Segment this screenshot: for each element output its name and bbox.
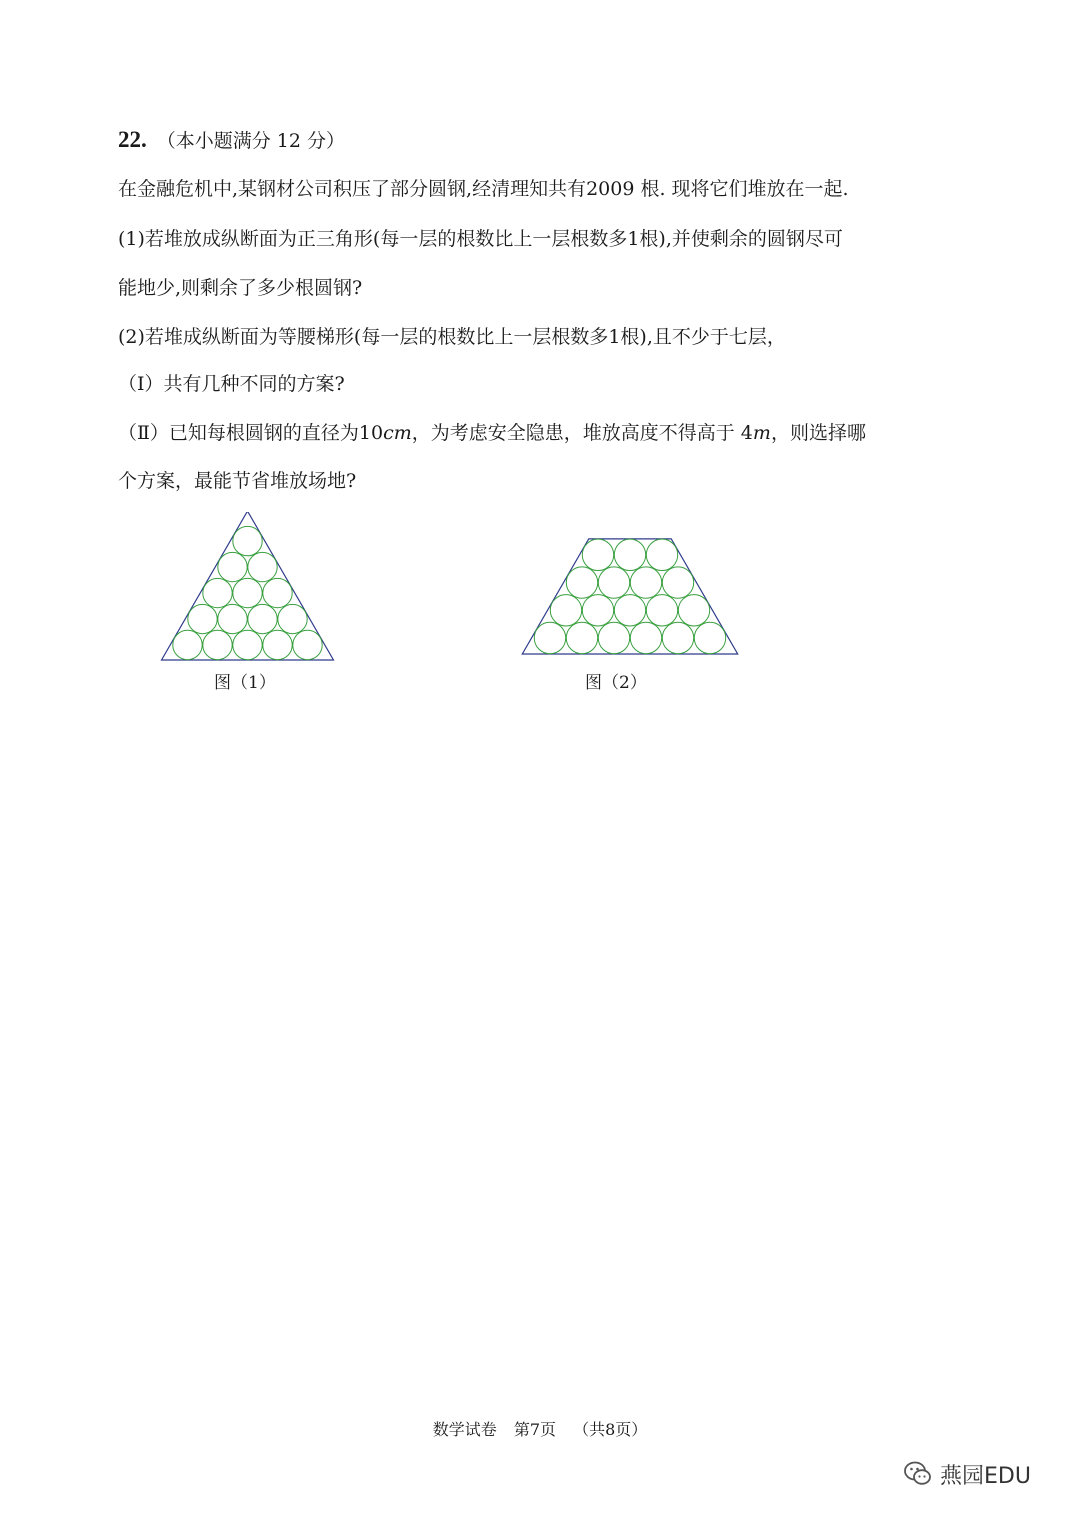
steel-bar-circle	[582, 595, 613, 626]
steel-bar-circle	[293, 630, 322, 659]
steel-bar-circle	[218, 604, 247, 633]
watermark-text: 燕园EDU	[940, 1463, 1031, 1489]
steel-bar-circle	[566, 567, 597, 598]
steel-bar-circle	[614, 595, 645, 626]
unit-m: m	[752, 422, 771, 444]
page-footer	[0, 1417, 1080, 1440]
unit-cm: cm	[383, 422, 412, 444]
steel-bar-circle	[173, 630, 202, 659]
steel-bar-circle	[598, 622, 629, 653]
part2-ii-suffix: ，则选择哪	[770, 422, 866, 444]
steel-bar-circle	[188, 604, 217, 633]
steel-bar-circle	[203, 578, 232, 607]
figure-1-triangle-stack	[160, 512, 335, 667]
question-line-7: 个方案，最能节省堆放场地?	[118, 470, 357, 492]
steel-bar-circle	[582, 539, 613, 570]
steel-bar-circle	[233, 578, 262, 607]
footer-page: 第7页	[513, 1420, 556, 1439]
question-line-6	[118, 424, 866, 443]
steel-bar-circle	[233, 526, 262, 555]
steel-bar-circle	[662, 567, 693, 598]
question-line-5: （Ⅰ）共有几种不同的方案?	[118, 373, 345, 395]
question-number: 22.	[118, 127, 147, 152]
steel-bar-circle	[263, 630, 292, 659]
question-line-2: (1)若堆放成纵断面为正三角形(每一层的根数比上一层根数多1根),并使剩余的圆钢尽可	[118, 228, 843, 250]
steel-bar-circle	[534, 622, 565, 653]
part2-ii-mid: ，为考虑安全隐患，堆放高度不得高于 4	[411, 422, 753, 444]
watermark	[902, 1458, 1031, 1490]
part2-ii-prefix: （Ⅱ）已知每根圆钢的直径为10	[118, 422, 384, 444]
footer-total: （共8页）	[573, 1420, 648, 1439]
steel-bar-circle	[630, 622, 661, 653]
figure-2-caption: 图（2）	[585, 673, 647, 693]
score-note: （本小题满分 12 分）	[156, 130, 346, 152]
steel-bar-circle	[203, 630, 232, 659]
steel-bar-circle	[630, 567, 661, 598]
steel-bar-circle	[678, 595, 709, 626]
steel-bar-circle	[598, 567, 629, 598]
steel-bar-circle	[566, 622, 597, 653]
question-line-4: (2)若堆成纵断面为等腰梯形(每一层的根数比上一层根数多1根),且不少于七层，	[118, 326, 786, 348]
steel-bar-circle	[646, 595, 677, 626]
wechat-icon	[902, 1458, 934, 1490]
question-line-3: 能地少,则剩余了多少根圆钢?	[118, 277, 363, 299]
steel-bar-circle	[248, 604, 277, 633]
steel-bar-circle	[662, 622, 693, 653]
triangle-outline	[162, 512, 334, 660]
question-line-1: 在金融危机中,某钢材公司积压了部分圆钢,经清理知共有2009 根. 现将它们堆放在一起.	[118, 178, 849, 200]
figure-1-caption: 图（1）	[214, 673, 276, 693]
steel-bar-circle	[218, 552, 247, 581]
figure-2-trapezoid-stack	[515, 528, 745, 663]
steel-bar-circle	[263, 578, 292, 607]
steel-bar-circle	[694, 622, 725, 653]
footer-subject: 数学试卷	[432, 1420, 497, 1439]
steel-bar-circle	[278, 604, 307, 633]
steel-bar-circle	[614, 539, 645, 570]
question-header	[118, 126, 345, 153]
steel-bar-circle	[233, 630, 262, 659]
steel-bar-circle	[248, 552, 277, 581]
steel-bar-circle	[550, 595, 581, 626]
steel-bar-circle	[646, 539, 677, 570]
